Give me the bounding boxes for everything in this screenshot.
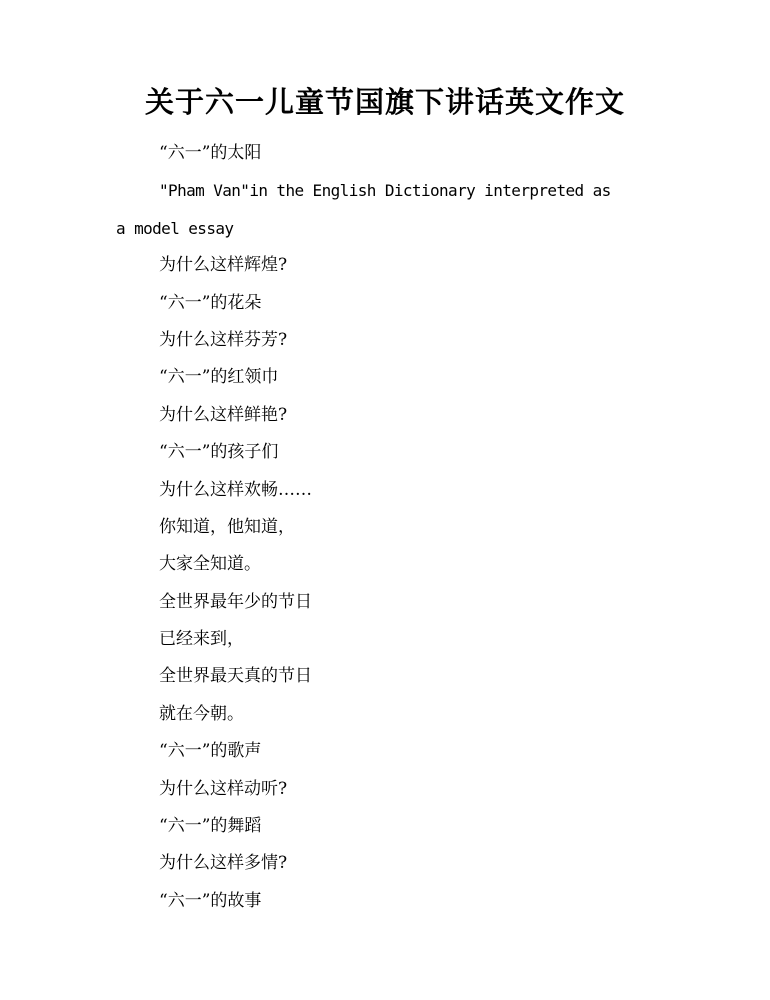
paragraph: 全世界最天真的节日 — [159, 666, 312, 687]
paragraph: 为什么这样欢畅…… — [159, 479, 312, 500]
paragraph: 为什么这样芬芳? — [159, 329, 288, 350]
paragraph: “六一”的红领巾 — [159, 367, 279, 388]
paragraph: 为什么这样多情? — [159, 853, 288, 874]
paragraph: 就在今朝。 — [159, 703, 244, 724]
paragraph: “六一”的孩子们 — [159, 442, 279, 463]
paragraph: “六一”的花朵 — [159, 292, 262, 313]
paragraph: “六一”的舞蹈 — [159, 816, 262, 837]
paragraph: “六一”的歌声 — [159, 741, 262, 762]
paragraph: 已经来到， — [159, 629, 244, 650]
paragraph: “六一”的故事 — [159, 890, 262, 911]
paragraph: a model essay — [116, 218, 234, 238]
paragraph: "Pham Van"in the English Dictionary interpreted as — [159, 181, 611, 201]
paragraph: 为什么这样动听? — [159, 778, 288, 799]
paragraph: 全世界最年少的节日 — [159, 591, 312, 612]
paragraph: 大家全知道。 — [159, 554, 261, 575]
paragraph: 你知道，他知道， — [159, 516, 295, 537]
paragraph: 为什么这样鲜艳? — [159, 404, 288, 425]
document-body — [116, 135, 676, 920]
paragraph: 为什么这样辉煌? — [159, 255, 288, 276]
paragraph: “六一”的太阳 — [159, 143, 262, 163]
document-title: 关于六一儿童节国旗下讲话英文作文 — [144, 85, 625, 119]
